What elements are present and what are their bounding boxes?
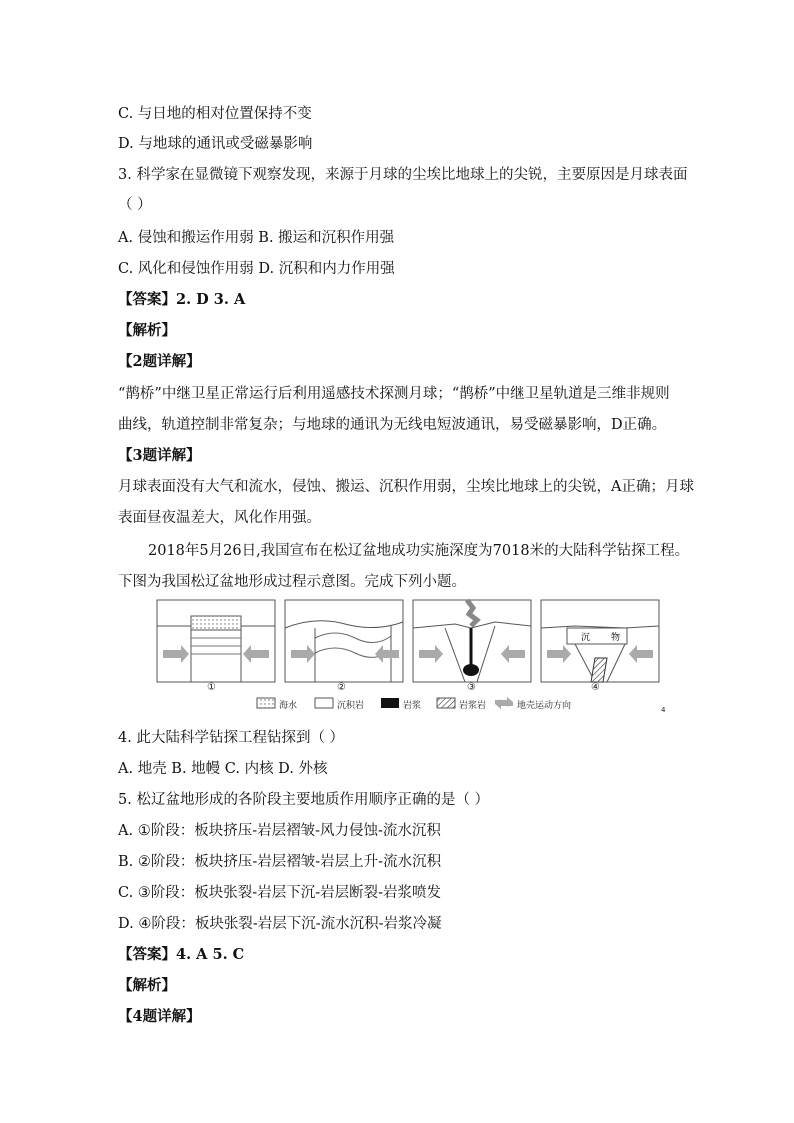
q2-detail-heading: 【2题详解】 — [118, 353, 201, 370]
question-5-stem: 5. 松辽盆地形成的各阶段主要地质作用顺序正确的是（ ） — [118, 792, 490, 808]
q3-detail-heading: 【3题详解】 — [118, 447, 201, 464]
q4-detail-heading: 【4题详解】 — [118, 1008, 201, 1025]
legend-swatch-crust-motion — [495, 697, 513, 709]
panel-4 — [541, 600, 659, 682]
passage-intro-line-1: 2018年5月26日,我国宣布在松辽盆地成功实施深度为7018米的大陆科学钻探工程。 — [148, 543, 690, 559]
option-c-q2: C. 与日地的相对位置保持不变 — [118, 106, 312, 122]
panel-4-label-1: 沉 — [581, 633, 591, 643]
passage-intro-line-2: 下图为我国松辽盆地形成过程示意图。完成下列小题。 — [118, 574, 466, 590]
panel-number-1: ① — [207, 682, 216, 693]
panel-4-label-2: 物 — [611, 633, 621, 643]
panel-number-2: ② — [337, 682, 346, 693]
panel-3 — [413, 600, 531, 682]
question-3-blank: （ ） — [118, 197, 152, 213]
panel-number-4: ④ — [591, 682, 600, 693]
options-q4: A. 地壳 B. 地幔 C. 内核 D. 外核 — [118, 761, 328, 777]
option-d-q5: D. ④阶段：板块张裂-岩层下沉-流水沉积-岩浆冷凝 — [118, 916, 442, 932]
option-b-q5: B. ②阶段：板块挤压-岩层褶皱-岩层上升-流水沉积 — [118, 854, 442, 870]
legend-label-crust-motion: 地壳运动方向 — [517, 701, 572, 711]
legend-label-igneous: 岩浆岩 — [459, 701, 487, 711]
answer-2-3: 【答案】2. D 3. A — [118, 291, 246, 308]
legend-label-sedimentary: 沉积岩 — [337, 701, 365, 711]
legend-swatch-sedimentary — [315, 698, 333, 708]
q3-detail-line-2: 表面昼夜温差大，风化作用强。 — [118, 510, 321, 526]
analysis-heading-2: 【解析】 — [118, 977, 176, 994]
panel-2 — [285, 600, 403, 682]
q2-detail-line-2: 曲线，轨道控制非常复杂；与地球的通讯为无线电短波通讯，易受磁暴影响，D正确。 — [118, 417, 667, 433]
question-4-stem: 4. 此大陆科学钻探工程钻探到（ ） — [118, 730, 345, 746]
legend-label-magma: 岩浆 — [403, 701, 422, 711]
option-d-q2: D. 与地球的通讯或受磁暴影响 — [118, 136, 313, 152]
option-c-q5: C. ③阶段：板块张裂-岩层下沉-岩层断裂-岩浆喷发 — [118, 885, 441, 901]
figure-corner-mark: 4 — [661, 706, 666, 714]
basin-formation-figure — [155, 598, 670, 718]
option-a-q5: A. ①阶段：板块挤压-岩层褶皱-风力侵蚀-流水沉积 — [118, 823, 441, 839]
question-3-stem: 3. 科学家在显微镜下观察发现，来源于月球的尘埃比地球上的尖锐，主要原因是月球表面 — [118, 167, 688, 183]
analysis-heading: 【解析】 — [118, 322, 176, 339]
legend-label-seawater: 海水 — [279, 701, 298, 711]
panel-1 — [157, 600, 275, 682]
legend-swatch-seawater — [257, 698, 275, 708]
q2-detail-line-1: “鹊桥”中继卫星正常运行后利用遥感技术探测月球；“鹊桥”中继卫星轨道是三维非规则 — [118, 386, 670, 402]
q3-detail-line-1: 月球表面没有大气和流水，侵蚀、搬运、沉积作用弱，尘埃比地球上的尖锐，A正确；月球 — [118, 479, 694, 495]
legend-swatch-magma — [381, 698, 399, 708]
legend-swatch-igneous — [437, 698, 455, 708]
panel-number-3: ③ — [467, 682, 476, 693]
options-ab-q3: A. 侵蚀和搬运作用弱 B. 搬运和沉积作用强 — [118, 230, 395, 246]
answer-4-5: 【答案】4. A 5. C — [118, 946, 245, 963]
options-cd-q3: C. 风化和侵蚀作用弱 D. 沉积和内力作用强 — [118, 261, 395, 277]
